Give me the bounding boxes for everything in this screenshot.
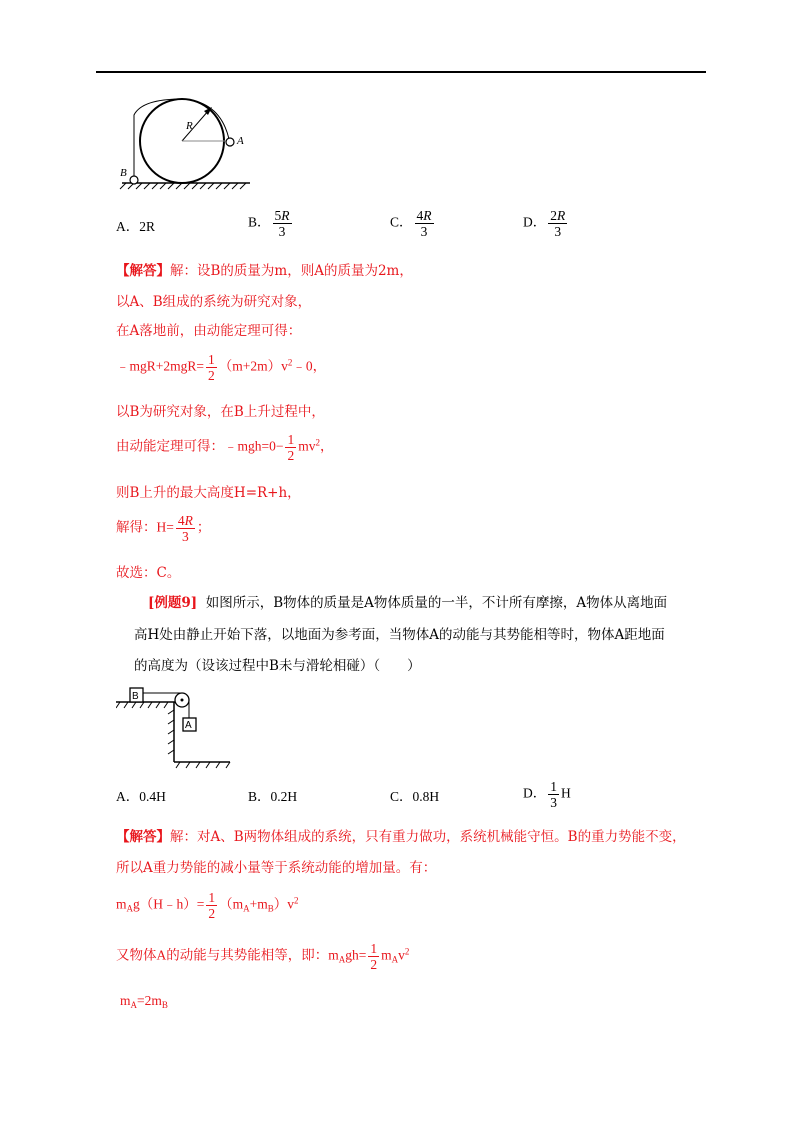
fig1-label-r: R <box>186 120 193 132</box>
fig1-label-a: A <box>237 135 244 147</box>
q9-option-b[interactable] <box>248 788 297 806</box>
q8-option-a[interactable] <box>116 218 155 236</box>
q9-option-c[interactable] <box>390 788 439 806</box>
header-rule <box>96 71 706 73</box>
q9-answer-line2: 所以A重力势能的减小量等于系统动能的增加量。有： <box>116 860 437 876</box>
q8-answer-eq1: ﹣mgR+2mgR= $\frac{1}{2}$ $(m+2m)v^2﹣0$， <box>116 352 327 383</box>
q8-answer-line1: 【解答】解：设B的质量为m，则A的质量为2m， <box>116 263 413 279</box>
q8-option-b[interactable] <box>248 208 294 239</box>
q9-answer-line1: 【解答】解：对A、B两物体组成的系统，只有重力做功，系统机械能守恒。B的重力势能不变， <box>116 829 686 845</box>
option-label: D． <box>523 214 547 230</box>
q8-answer-line9: 故选：C。 <box>116 565 181 581</box>
q9-answer-line4: 又物体A的动能与其势能相等，即：$m_Agh=$ $\frac{1}{2}$ $m_Av^2$ <box>116 941 410 972</box>
q8-option-c[interactable] <box>390 208 436 239</box>
fig1-label-b: B <box>120 167 127 179</box>
option-label: A． <box>116 219 140 234</box>
q9-tag: [例题9] <box>148 595 198 611</box>
q9-option-d[interactable]: D． $\frac{1}{3}$ H <box>523 779 571 810</box>
option-value: 0.2H <box>270 789 298 804</box>
q9-answer-eq1: $m_Ag(H﹣h)=$ $\frac{1}{2}$ $(m_A+m_B)v^2$ <box>116 890 299 921</box>
table-pulley-figure <box>116 680 241 770</box>
option-value: 0.8H <box>412 789 440 804</box>
q8-option-d[interactable] <box>523 208 569 239</box>
q9-question-line1: [例题9] 如图所示，B物体的质量是A物体质量的一半，不计所有摩擦，A物体从离地面 <box>148 595 668 611</box>
option-label: B． <box>248 789 271 804</box>
q9-question-line2: 高H处由静止开始下落，以地面为参考面，当物体A的动能与其势能相等时，物体A距地面 <box>134 627 665 643</box>
q9-question-line3: 的高度为（设该过程中B未与滑轮相碰）（ ） <box>134 658 421 674</box>
circle-pulley-figure <box>112 95 262 190</box>
q8-answer-line5: 以B为研究对象，在B上升过程中， <box>116 404 325 420</box>
option-fraction: $\frac{1}{3}$ <box>550 779 557 810</box>
q9-option-a[interactable] <box>116 788 166 806</box>
q9-answer-line5: $m_A=2m_B$ <box>120 993 168 1010</box>
option-fraction: $\frac{2R}{3}$ <box>550 208 566 239</box>
option-fraction: $\frac{4R}{3}$ <box>416 208 432 239</box>
option-label: B． <box>248 214 271 230</box>
option-label: C． <box>390 214 413 230</box>
q8-answer-line6: 由动能定理可得：﹣mgh=0− $\frac{1}{2}$ $mv^2$， <box>116 432 334 463</box>
option-fraction: $\frac{5R}{3}$ <box>274 208 290 239</box>
q8-answer-line7: 则B上升的最大高度H=R+h， <box>116 485 301 501</box>
option-value: 0.4H <box>139 789 166 804</box>
q8-answer-line3: 在A落地前，由动能定理可得： <box>116 323 302 339</box>
fig2-label-a: A <box>185 720 192 731</box>
option-value: 2R <box>139 219 156 234</box>
q8-answer-line2: 以A、B组成的系统为研究对象， <box>116 294 312 310</box>
option-label: D． <box>523 785 547 801</box>
fig2-label-b: B <box>132 691 139 702</box>
q8-answer-line8: 解得：H= $\frac{4R}{3}$ ； <box>116 513 211 544</box>
option-label: A． <box>116 789 140 804</box>
option-label: C． <box>390 789 413 804</box>
